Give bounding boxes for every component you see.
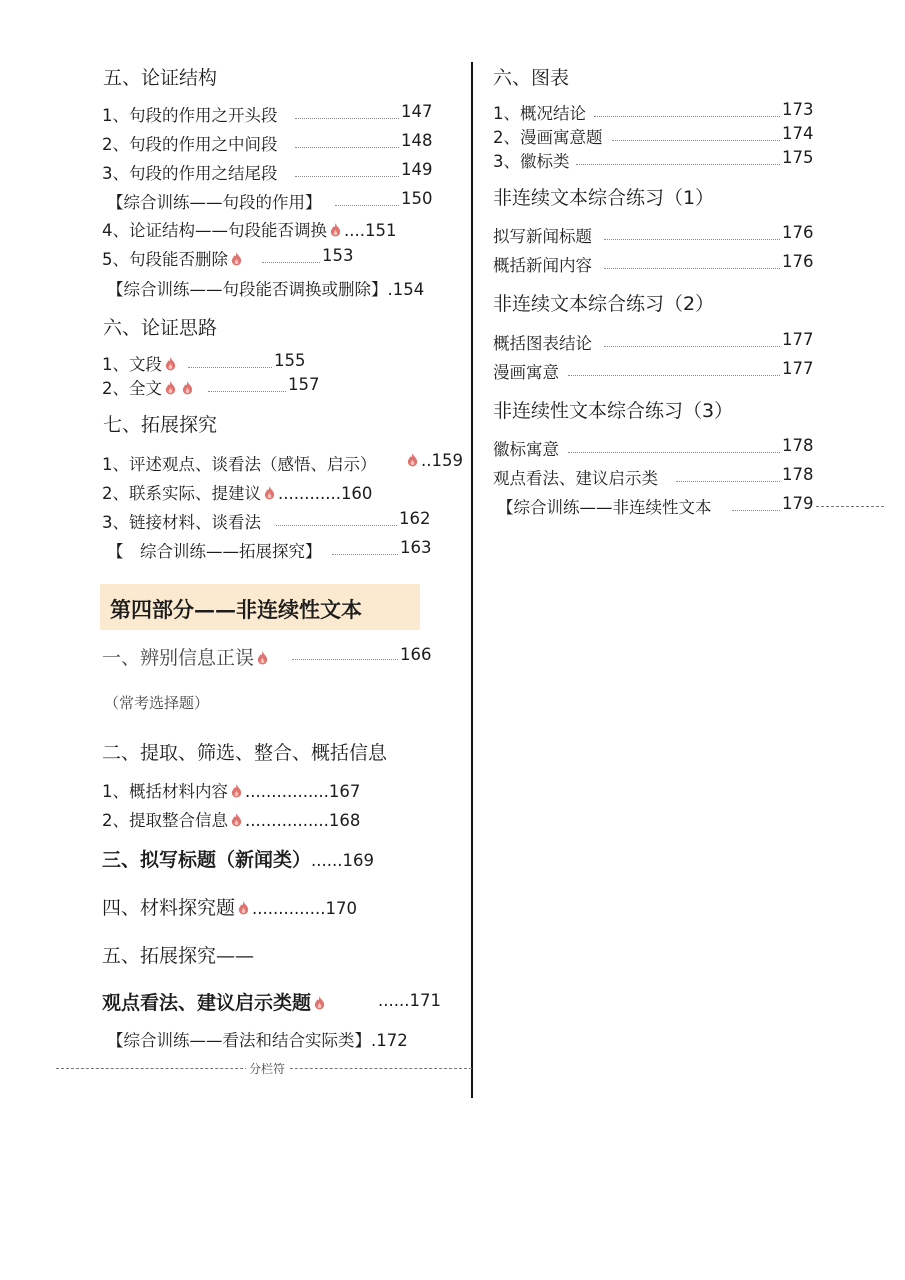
- toc-entry-label: 徽标寓意: [493, 440, 559, 459]
- section-heading-argument-structure: 五、论证结构: [103, 67, 218, 89]
- toc-entry-label: 3、链接材料、谈看法: [102, 513, 261, 532]
- toc-entry-label: 1、概括材料内容: [102, 782, 228, 801]
- leader-dots: [594, 116, 780, 117]
- section-heading-extension: 七、拓展探究: [103, 414, 218, 436]
- toc-entry-page: 177: [782, 359, 814, 378]
- toc-entry-page: ..159: [421, 451, 463, 470]
- toc-entry-with-hot: [102, 643, 271, 670]
- toc-entry-label: 1、评述观点、谈看法（感悟、启示）: [102, 455, 377, 474]
- column-break-line: [816, 506, 884, 507]
- toc-entry-with-page: [102, 845, 374, 872]
- toc-entry-page: .172: [371, 1031, 408, 1050]
- toc-entry-with-hot: [404, 451, 463, 470]
- toc-entry-page: 176: [782, 252, 814, 271]
- leader-dots: [332, 554, 398, 555]
- toc-entry-label: 2、联系实际、提建议: [102, 484, 261, 503]
- fire-icon: [181, 380, 194, 395]
- toc-entry-label: 拟写新闻标题: [493, 227, 592, 246]
- leader-dots: [295, 147, 399, 148]
- leader-dots: [576, 164, 780, 165]
- section-heading-extract-info: 二、提取、筛选、整合、概括信息: [102, 742, 388, 764]
- toc-entry-page: ................168: [245, 811, 361, 830]
- toc-entry-label: 【综合训练——句段的作用】: [107, 193, 322, 212]
- leader-dots: [276, 525, 397, 526]
- section-heading-exercise-3: 非连续性文本综合练习（3）: [493, 400, 734, 422]
- toc-entry-with-hot: [102, 778, 360, 802]
- section-heading-charts: 六、图表: [493, 67, 570, 89]
- column-divider: [471, 62, 473, 1098]
- toc-entry-label: 1、概况结论: [493, 104, 586, 123]
- toc-entry-page: ......169: [311, 851, 374, 870]
- toc-entry-label: 一、辨别信息正误: [102, 647, 255, 669]
- toc-entry-page: 178: [782, 436, 814, 455]
- toc-entry-label: 概括图表结论: [493, 334, 592, 353]
- toc-entry-label: 3、句段的作用之结尾段: [102, 164, 278, 183]
- toc-entry-label: 5、句段能否删除: [102, 250, 228, 269]
- toc-entry-label: 【综合训练——句段能否调换或删除】: [107, 280, 388, 299]
- toc-entry-page: ............160: [278, 484, 373, 503]
- toc-entry-label: 2、句段的作用之中间段: [102, 135, 278, 154]
- leader-dots: [262, 262, 320, 263]
- toc-entry-page: 162: [399, 509, 431, 528]
- toc-entry-page: .154: [387, 280, 425, 299]
- toc-entry-with-hot: [102, 480, 372, 504]
- toc-entry-page: 174: [782, 124, 814, 143]
- toc-entry-page: 179: [782, 494, 814, 513]
- toc-entry-page: 153: [322, 246, 354, 265]
- column-break-label: 分栏符: [246, 1060, 288, 1077]
- fire-icon: [230, 783, 243, 798]
- leader-dots: [568, 452, 780, 453]
- toc-entry-label: 2、漫画寓意题: [493, 128, 603, 147]
- toc-entry-with-hot: [102, 217, 396, 241]
- toc-entry-with-hot: [102, 246, 245, 270]
- toc-entry-label: 【 综合训练——拓展探究】: [107, 542, 322, 561]
- leader-dots: [292, 659, 398, 660]
- leader-dots: [732, 510, 780, 511]
- toc-entry-label: 1、文段: [102, 355, 162, 374]
- section-heading-exercise-1: 非连续文本综合练习（1）: [493, 187, 715, 209]
- toc-entry-label: 2、提取整合信息: [102, 811, 228, 830]
- leader-dots: [604, 346, 780, 347]
- toc-entry-page: 157: [288, 375, 320, 394]
- toc-entry-with-hot: [102, 351, 179, 375]
- toc-entry-page: 175: [782, 148, 814, 167]
- toc-entry-page: 177: [782, 330, 814, 349]
- toc-entry-label: 1、句段的作用之开头段: [102, 106, 278, 125]
- toc-entry-page: 149: [401, 160, 433, 179]
- toc-entry-label: 观点看法、建议启示类题: [102, 992, 312, 1014]
- leader-dots: [335, 205, 399, 206]
- toc-entry-label: 观点看法、建议启示类: [493, 469, 658, 488]
- toc-entry-with-hot: [102, 375, 196, 399]
- toc-entry-page: 163: [400, 538, 432, 557]
- toc-entry-page: ......171: [378, 991, 441, 1010]
- section-heading-argument-logic: 六、论证思路: [103, 317, 218, 339]
- leader-dots: [188, 367, 272, 368]
- toc-entry-with-hot: [102, 988, 328, 1015]
- toc-entry-with-page: [107, 276, 424, 300]
- toc-entry-label: 【综合训练——非连续性文本: [497, 498, 712, 517]
- toc-entry-page: 173: [782, 100, 814, 119]
- toc-entry-page: 147: [401, 102, 433, 121]
- toc-entry-page: ................167: [245, 782, 361, 801]
- section-heading-exercise-2: 非连续文本综合练习（2）: [493, 293, 715, 315]
- leader-dots: [208, 391, 286, 392]
- toc-entry-label: 三、拟写标题（新闻类）: [102, 849, 312, 871]
- note-text: （常考选择题）: [104, 694, 210, 712]
- leader-dots: [676, 481, 780, 482]
- fire-icon: [263, 485, 276, 500]
- toc-entry-with-hot: [102, 807, 360, 831]
- toc-entry-label: 四、材料探究题: [102, 897, 236, 919]
- toc-entry-label: 4、论证结构——句段能否调换: [102, 221, 327, 240]
- leader-dots: [604, 239, 780, 240]
- toc-entry-with-hot: [102, 893, 357, 920]
- fire-icon: [230, 812, 243, 827]
- fire-icon: [237, 900, 250, 915]
- fire-icon: [256, 650, 269, 665]
- leader-dots: [612, 140, 780, 141]
- section-heading-extension-inquiry: 五、拓展探究——: [102, 945, 255, 967]
- toc-entry-page: 155: [274, 351, 306, 370]
- fire-icon: [230, 251, 243, 266]
- fire-icon: [164, 380, 177, 395]
- fire-icon: [164, 356, 177, 371]
- leader-dots: [295, 176, 399, 177]
- toc-entry-label: 【综合训练——看法和结合实际类】: [107, 1031, 371, 1050]
- fire-icon: [329, 222, 342, 237]
- toc-entry-page: ....151: [344, 221, 397, 240]
- toc-entry-page: 176: [782, 223, 814, 242]
- fire-icon: [406, 452, 419, 467]
- fire-icon: [313, 995, 326, 1010]
- part-title: 第四部分——非连续性文本: [110, 597, 362, 622]
- toc-entry-page: ..............170: [252, 899, 357, 918]
- toc-entry-page: 178: [782, 465, 814, 484]
- toc-entry-label: 概括新闻内容: [493, 256, 592, 275]
- toc-entry-label: 漫画寓意: [493, 363, 559, 382]
- toc-entry-page: 166: [400, 645, 432, 664]
- toc-entry-with-page: [107, 1027, 408, 1051]
- toc-entry-label: 3、徽标类: [493, 152, 570, 171]
- toc-entry-label: 2、全文: [102, 379, 162, 398]
- toc-entry-page: 150: [401, 189, 433, 208]
- leader-dots: [604, 268, 780, 269]
- leader-dots: [295, 118, 399, 119]
- leader-dots: [568, 375, 780, 376]
- toc-entry-page: 148: [401, 131, 433, 150]
